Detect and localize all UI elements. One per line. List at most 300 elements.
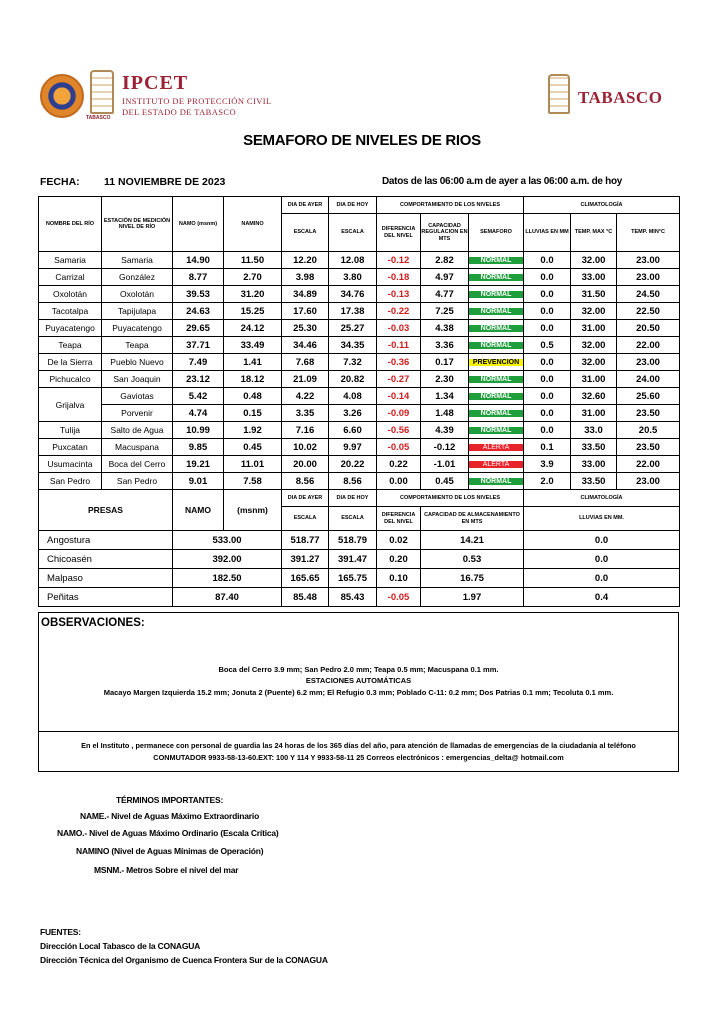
cell-namino: 1.92 (224, 422, 282, 439)
cell-estacion: Salto de Agua (102, 422, 173, 439)
cell-temp-max: 31.50 (571, 286, 617, 303)
cell-escala-ayer: 10.02 (282, 439, 329, 456)
cell-temp-min: 23.00 (617, 252, 680, 269)
semaforo-status (469, 325, 523, 332)
cell-lluvia: 0.0 (524, 388, 571, 405)
cell-temp-min: 23.00 (617, 354, 680, 371)
semaforo-badge (469, 473, 524, 490)
cell-escala-ayer: 7.16 (282, 422, 329, 439)
semaforo-badge (469, 269, 524, 286)
cell-namino: 11.50 (224, 252, 282, 269)
cell-presa-namo: 182.50 (173, 569, 282, 588)
cell-namo: 29.65 (173, 320, 224, 337)
cell-escala-ayer: 3.98 (282, 269, 329, 286)
table-row (39, 473, 680, 490)
cell-escala-hoy: 20.82 (329, 371, 377, 388)
cell-namo: 19.21 (173, 456, 224, 473)
cell-escala-hoy: 8.56 (329, 473, 377, 490)
semaforo-status (469, 274, 523, 281)
table-row (39, 550, 680, 569)
semaforo-status (469, 478, 523, 485)
tabasco-emblem-icon (90, 70, 114, 114)
fuente-item: Dirección Local Tabasco de la CONAGUA (40, 941, 201, 951)
cell-presa: Malpaso (39, 569, 173, 588)
page-title: SEMAFORO DE NIVELES DE RIOS (243, 132, 481, 149)
cell-diferencia: -0.18 (377, 269, 421, 286)
cell-estacion: Tapijulapa (102, 303, 173, 320)
cell-lluvia: 3.9 (524, 456, 571, 473)
cell-estacion: San Pedro (102, 473, 173, 490)
cell-temp-min: 20.50 (617, 320, 680, 337)
ipcet-logo (40, 70, 280, 122)
cell-namino: 2.70 (224, 269, 282, 286)
cell-capacidad: 0.17 (421, 354, 469, 371)
cell-escala-hoy: 6.60 (329, 422, 377, 439)
header-temp-max: TEMP. MAX °C (571, 214, 617, 252)
cell-estacion: Oxolotán (102, 286, 173, 303)
cell-temp-max: 32.00 (571, 252, 617, 269)
cell-temp-max: 31.00 (571, 405, 617, 422)
semaforo-status (469, 376, 523, 383)
observaciones-line: ESTACIONES AUTOMÁTICAS (305, 676, 412, 685)
cell-escala-ayer: 3.35 (282, 405, 329, 422)
cell-lluvia: 0.0 (524, 422, 571, 439)
header-presas: PRESAS (39, 490, 173, 531)
cell-lluvia: 0.0 (524, 354, 571, 371)
semaforo-badge (469, 286, 524, 303)
table-row (39, 439, 680, 456)
cell-namino: 24.12 (224, 320, 282, 337)
table-row (39, 354, 680, 371)
semaforo-label: NORMAL (480, 392, 512, 400)
semaforo-badge (469, 337, 524, 354)
semaforo-badge (469, 371, 524, 388)
cell-escala-hoy: 9.97 (329, 439, 377, 456)
cell-namo: 24.63 (173, 303, 224, 320)
cell-escala-ayer: 17.60 (282, 303, 329, 320)
cell-diferencia: -0.22 (377, 303, 421, 320)
cell-presa-ayer: 165.65 (282, 569, 329, 588)
cell-namino: 18.12 (224, 371, 282, 388)
cell-escala-ayer: 21.09 (282, 371, 329, 388)
cell-capacidad: 4.39 (421, 422, 469, 439)
fuente-item: Dirección Técnica del Organismo de Cuenca Frontera Sur de la CONAGUA (40, 955, 328, 965)
cell-temp-max: 32.00 (571, 337, 617, 354)
cell-escala-ayer: 25.30 (282, 320, 329, 337)
cell-namo: 23.12 (173, 371, 224, 388)
semaforo-status (469, 461, 523, 468)
contact-line: En el Instituto , permanece con personal de guardia las 24 horas de los 365 días del año, para atención de llamadas de emergencias de la ciudadanía al teléfono (81, 741, 636, 750)
cell-diferencia: -0.13 (377, 286, 421, 303)
fecha-value: 11 NOVIEMBRE DE 2023 (104, 176, 226, 188)
header-escala-ayer: ESCALA (282, 214, 329, 252)
cell-namino: 31.20 (224, 286, 282, 303)
cell-namo: 9.85 (173, 439, 224, 456)
cell-lluvia: 0.0 (524, 269, 571, 286)
observaciones-line: Boca del Cerro 3.9 mm; San Pedro 2.0 mm; Teapa 0.5 mm; Macuspana 0.1 mm. (218, 665, 499, 674)
cell-presa: Peñitas (39, 588, 173, 607)
termino-item: MSNM.- Metros Sobre el nivel del mar (94, 865, 239, 875)
table-row (39, 531, 680, 550)
cell-rio: San Pedro (39, 473, 102, 490)
cell-namo: 7.49 (173, 354, 224, 371)
semaforo-label: ALERTA (482, 460, 510, 468)
cell-namino: 0.45 (224, 439, 282, 456)
table-row (39, 303, 680, 320)
cell-diferencia: 0.00 (377, 473, 421, 490)
cell-rio: Usumacinta (39, 456, 102, 473)
cell-presa-diferencia: 0.02 (377, 531, 421, 550)
semaforo-label: NORMAL (480, 307, 512, 315)
cell-diferencia: -0.36 (377, 354, 421, 371)
cell-lluvia: 0.0 (524, 303, 571, 320)
cell-escala-hoy: 17.38 (329, 303, 377, 320)
header-lluvias: LLUVIAS EN MM (524, 214, 571, 252)
cell-escala-hoy: 25.27 (329, 320, 377, 337)
cell-rio: Oxolotán (39, 286, 102, 303)
cell-temp-min: 23.00 (617, 473, 680, 490)
cell-estacion: Puyacatengo (102, 320, 173, 337)
cell-lluvia: 0.0 (524, 405, 571, 422)
header-temp-min: TEMP. MIN°C (617, 214, 680, 252)
cell-diferencia: -0.09 (377, 405, 421, 422)
header-presas-escala-ayer: ESCALA (282, 507, 329, 531)
cell-escala-hoy: 4.08 (329, 388, 377, 405)
fuentes-title: FUENTES: (40, 927, 81, 937)
cell-capacidad: 4.38 (421, 320, 469, 337)
cell-escala-hoy: 20.22 (329, 456, 377, 473)
table-row (39, 337, 680, 354)
cell-namino: 0.15 (224, 405, 282, 422)
header-presas-diferencia: DIFERENCIA DEL NIVEL (377, 507, 421, 531)
table-row (39, 569, 680, 588)
data-period: Datos de las 06:00 a.m de ayer a las 06:00 a.m. de hoy (382, 176, 623, 187)
header-namino: NAMINO (224, 197, 282, 252)
cell-capacidad: -1.01 (421, 456, 469, 473)
header-presas-dia-hoy: DIA DE HOY (329, 490, 377, 507)
semaforo-label: NORMAL (480, 375, 512, 383)
semaforo-status (469, 393, 523, 400)
semaforo-label: PREVENCION (472, 358, 520, 366)
table-row (39, 588, 680, 607)
cell-presa-capacidad: 0.53 (421, 550, 524, 569)
cell-capacidad: 0.45 (421, 473, 469, 490)
cell-escala-ayer: 7.68 (282, 354, 329, 371)
cell-temp-max: 31.00 (571, 371, 617, 388)
cell-presa-hoy: 85.43 (329, 588, 377, 607)
cell-escala-ayer: 34.89 (282, 286, 329, 303)
cell-presa-diferencia: -0.05 (377, 588, 421, 607)
cell-presa-namo: 87.40 (173, 588, 282, 607)
semaforo-badge (469, 439, 524, 456)
cell-temp-max: 32.00 (571, 303, 617, 320)
semaforo-status (469, 359, 523, 366)
tabasco-logo (548, 74, 678, 118)
cell-capacidad: 2.30 (421, 371, 469, 388)
cell-presa-lluvia: 0.4 (524, 588, 680, 607)
cell-capacidad: 4.77 (421, 286, 469, 303)
header-diferencia: DIFERENCIA DEL NIVEL (377, 214, 421, 252)
cell-namino: 33.49 (224, 337, 282, 354)
terminos-title: TÉRMINOS IMPORTANTES: (116, 795, 224, 805)
cell-presa-diferencia: 0.20 (377, 550, 421, 569)
termino-item: NAME.- Nivel de Aguas Máximo Extraordinario (80, 811, 260, 821)
cell-presa-namo: 392.00 (173, 550, 282, 569)
cell-escala-ayer: 34.46 (282, 337, 329, 354)
header-semaforo: SEMAFORO (469, 214, 524, 252)
cell-estacion: Samaria (102, 252, 173, 269)
cell-namino: 7.58 (224, 473, 282, 490)
cell-escala-ayer: 20.00 (282, 456, 329, 473)
cell-temp-min: 24.00 (617, 371, 680, 388)
cell-rio: De la Sierra (39, 354, 102, 371)
cell-lluvia: 2.0 (524, 473, 571, 490)
ipcet-subtitle-1: INSTITUTO DE PROTECCIÓN CIVIL (122, 96, 272, 106)
cell-lluvia: 0.0 (524, 320, 571, 337)
cell-namo: 9.01 (173, 473, 224, 490)
cell-temp-min: 20.5 (617, 422, 680, 439)
cell-presa: Angostura (39, 531, 173, 550)
cell-diferencia: -0.14 (377, 388, 421, 405)
semaforo-status (469, 427, 523, 434)
semaforo-status (469, 444, 523, 451)
semaforo-label: NORMAL (480, 341, 512, 349)
contact-line: CONMUTADOR 9933-58-13-60.EXT: 100 Y 114 Y 9933-58-11 25 Correos electrónicos : emergencias_delta@ hotmail.com (153, 753, 564, 762)
table-row (39, 388, 680, 405)
header-dia-hoy: DIA DE HOY (329, 197, 377, 214)
semaforo-label: NORMAL (480, 324, 512, 332)
cell-lluvia: 0.0 (524, 252, 571, 269)
cell-temp-min: 24.50 (617, 286, 680, 303)
cell-rio: Samaria (39, 252, 102, 269)
cell-temp-max: 33.00 (571, 456, 617, 473)
header-climatologia: CLIMATOLOGÍA (524, 197, 680, 214)
cell-capacidad: -0.12 (421, 439, 469, 456)
header-estacion: ESTACIÓN DE MEDICIÓN NIVEL DE RÍO (102, 197, 173, 252)
header-presas-comportamiento: COMPORTAMIENTO DE LOS NIVELES (377, 490, 524, 507)
cell-escala-hoy: 12.08 (329, 252, 377, 269)
cell-namo: 37.71 (173, 337, 224, 354)
table-row (39, 371, 680, 388)
cell-escala-ayer: 8.56 (282, 473, 329, 490)
cell-presa-ayer: 85.48 (282, 588, 329, 607)
semaforo-status (469, 410, 523, 417)
cell-estacion: Boca del Cerro (102, 456, 173, 473)
ipcet-seal-icon (40, 74, 84, 118)
header-nombre-rio: NOMBRE DEL RÍO (39, 197, 102, 252)
header-namo: NAMO (msnm) (173, 197, 224, 252)
observaciones-line: Macayo Margen Izquierda 15.2 mm; Jonuta 2 (Puente) 6.2 mm; El Refugio 0.3 mm; Poblado C-11: 0.2 mm; Dos Patrias 0.1 mm; Tecoluta 0.1 mm. (103, 688, 614, 697)
header-presas-dia-ayer: DIA DE AYER (282, 490, 329, 507)
semaforo-label: NORMAL (480, 426, 512, 434)
table-row (39, 252, 680, 269)
tabasco-title: TABASCO (578, 88, 663, 107)
header-presas-msnm: (msnm) (224, 490, 282, 531)
cell-rio: Tulija (39, 422, 102, 439)
cell-temp-min: 22.50 (617, 303, 680, 320)
cell-estacion: San Joaquin (102, 371, 173, 388)
table-row (39, 320, 680, 337)
cell-presa-lluvia: 0.0 (524, 550, 680, 569)
cell-temp-min: 23.50 (617, 439, 680, 456)
cell-capacidad: 7.25 (421, 303, 469, 320)
table-row (39, 269, 680, 286)
cell-temp-min: 25.60 (617, 388, 680, 405)
cell-presa-capacidad: 14.21 (421, 531, 524, 550)
cell-temp-max: 33.50 (571, 473, 617, 490)
cell-temp-min: 22.00 (617, 337, 680, 354)
termino-item: NAMO.- Nivel de Aguas Máximo Ordinario (Escala Crítica) (57, 828, 279, 838)
cell-diferencia: -0.27 (377, 371, 421, 388)
semaforo-label: NORMAL (480, 256, 512, 264)
cell-presa-hoy: 391.47 (329, 550, 377, 569)
header-presas-namo: NAMO (173, 490, 224, 531)
cell-lluvia: 0.5 (524, 337, 571, 354)
cell-presa-ayer: 391.27 (282, 550, 329, 569)
cell-diferencia: -0.03 (377, 320, 421, 337)
cell-presa-hoy: 518.79 (329, 531, 377, 550)
cell-diferencia: -0.12 (377, 252, 421, 269)
cell-temp-min: 23.00 (617, 269, 680, 286)
semaforo-badge (469, 320, 524, 337)
ipcet-subtitle-2: DEL ESTADO DE TABASCO (122, 107, 236, 117)
cell-estacion: Gaviotas (102, 388, 173, 405)
table-row (39, 422, 680, 439)
cell-presa-ayer: 518.77 (282, 531, 329, 550)
semaforo-badge (469, 252, 524, 269)
cell-presa: Chicoasén (39, 550, 173, 569)
cell-namo: 14.90 (173, 252, 224, 269)
header-presas-climatologia: CLIMATOLOGÍA (524, 490, 680, 507)
cell-presa-capacidad: 16.75 (421, 569, 524, 588)
cell-namino: 15.25 (224, 303, 282, 320)
observaciones-box (38, 612, 679, 772)
cell-presa-capacidad: 1.97 (421, 588, 524, 607)
cell-estacion: Pueblo Nuevo (102, 354, 173, 371)
semaforo-badge (469, 303, 524, 320)
cell-escala-hoy: 3.26 (329, 405, 377, 422)
cell-namino: 1.41 (224, 354, 282, 371)
semaforo-label: NORMAL (480, 409, 512, 417)
cell-rio: Puxcatan (39, 439, 102, 456)
cell-estacion: Porvenir (102, 405, 173, 422)
cell-rio: Teapa (39, 337, 102, 354)
cell-rio: Puyacatengo (39, 320, 102, 337)
cell-temp-max: 32.00 (571, 354, 617, 371)
cell-rio: Tacotalpa (39, 303, 102, 320)
cell-temp-min: 23.50 (617, 405, 680, 422)
header-escala-hoy: ESCALA (329, 214, 377, 252)
cell-temp-min: 22.00 (617, 456, 680, 473)
cell-temp-max: 31.00 (571, 320, 617, 337)
cell-lluvia: 0.1 (524, 439, 571, 456)
cell-escala-hoy: 34.76 (329, 286, 377, 303)
cell-escala-hoy: 7.32 (329, 354, 377, 371)
cell-presa-hoy: 165.75 (329, 569, 377, 588)
cell-escala-hoy: 34.35 (329, 337, 377, 354)
tabasco-crest-icon (548, 74, 570, 114)
cell-presa-lluvia: 0.0 (524, 531, 680, 550)
cell-temp-max: 32.60 (571, 388, 617, 405)
cell-lluvia: 0.0 (524, 371, 571, 388)
cell-temp-max: 33.50 (571, 439, 617, 456)
cell-capacidad: 4.97 (421, 269, 469, 286)
divider (39, 731, 678, 732)
cell-temp-max: 33.0 (571, 422, 617, 439)
header-dia-ayer: DIA DE AYER (282, 197, 329, 214)
cell-escala-ayer: 4.22 (282, 388, 329, 405)
cell-presa-namo: 533.00 (173, 531, 282, 550)
cell-diferencia: -0.56 (377, 422, 421, 439)
semaforo-status (469, 342, 523, 349)
cell-capacidad: 1.48 (421, 405, 469, 422)
river-levels-table (38, 196, 680, 607)
header-capacidad: CAPACIDAD REGULACION EN MTS (421, 214, 469, 252)
table-row (39, 286, 680, 303)
cell-lluvia: 0.0 (524, 286, 571, 303)
cell-diferencia: -0.11 (377, 337, 421, 354)
semaforo-status (469, 308, 523, 315)
cell-namo: 5.42 (173, 388, 224, 405)
semaforo-label: NORMAL (480, 290, 512, 298)
seal-caption: TABASCO (86, 115, 111, 121)
cell-estacion: Teapa (102, 337, 173, 354)
cell-capacidad: 2.82 (421, 252, 469, 269)
cell-estacion: Macuspana (102, 439, 173, 456)
semaforo-badge (469, 354, 524, 371)
table-row (39, 456, 680, 473)
cell-rio: Pichucalco (39, 371, 102, 388)
semaforo-status (469, 257, 523, 264)
cell-namo: 10.99 (173, 422, 224, 439)
fecha-label: FECHA: (40, 176, 80, 188)
semaforo-badge (469, 456, 524, 473)
cell-rio: Carrizal (39, 269, 102, 286)
cell-capacidad: 1.34 (421, 388, 469, 405)
observaciones-title: OBSERVACIONES: (41, 617, 145, 629)
semaforo-badge (469, 422, 524, 439)
header-comportamiento: COMPORTAMIENTO DE LOS NIVELES (377, 197, 524, 214)
header-presas-lluvias: LLUVIAS EN MM. (524, 507, 680, 531)
cell-capacidad: 3.36 (421, 337, 469, 354)
cell-rio: Grijalva (39, 388, 102, 422)
semaforo-status (469, 291, 523, 298)
cell-namo: 8.77 (173, 269, 224, 286)
cell-temp-max: 33.00 (571, 269, 617, 286)
semaforo-label: ALERTA (482, 443, 510, 451)
cell-presa-diferencia: 0.10 (377, 569, 421, 588)
header-presas-escala-hoy: ESCALA (329, 507, 377, 531)
cell-namo: 4.74 (173, 405, 224, 422)
termino-item: NAMINO (Nivel de Aguas Mínimas de Operación) (76, 846, 264, 856)
cell-diferencia: -0.05 (377, 439, 421, 456)
cell-escala-hoy: 3.80 (329, 269, 377, 286)
cell-estacion: González (102, 269, 173, 286)
cell-presa-lluvia: 0.0 (524, 569, 680, 588)
table-row (39, 405, 680, 422)
cell-escala-ayer: 12.20 (282, 252, 329, 269)
cell-diferencia: 0.22 (377, 456, 421, 473)
semaforo-badge (469, 388, 524, 405)
semaforo-badge (469, 405, 524, 422)
ipcet-title: IPCET (122, 72, 189, 94)
header-presas-capacidad: CAPACIDAD DE ALMACENAMIENTO EN MTS (421, 507, 524, 531)
cell-namo: 39.53 (173, 286, 224, 303)
semaforo-label: NORMAL (480, 477, 512, 485)
cell-namino: 11.01 (224, 456, 282, 473)
semaforo-label: NORMAL (480, 273, 512, 281)
cell-namino: 0.48 (224, 388, 282, 405)
